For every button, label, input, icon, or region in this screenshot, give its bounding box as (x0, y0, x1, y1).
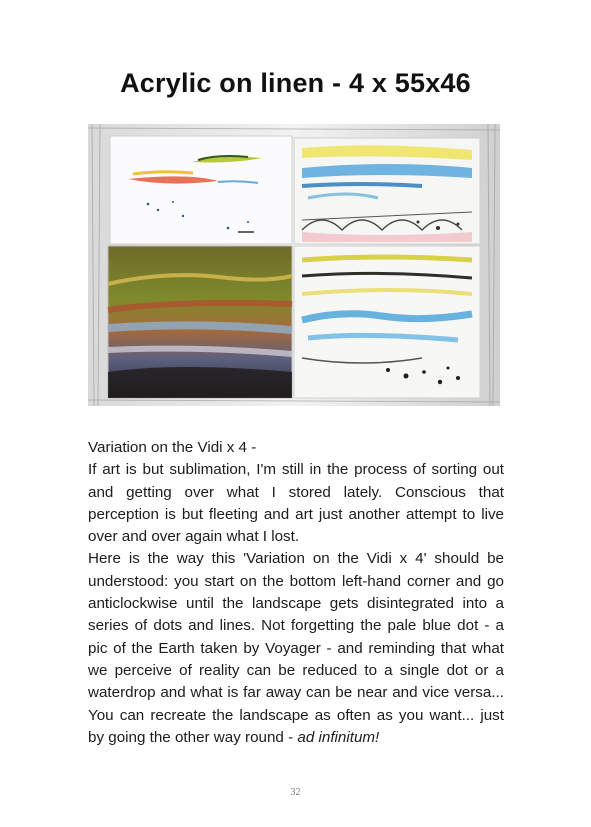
panel-bottom-left (108, 246, 292, 398)
artwork-photo (88, 124, 500, 406)
caption-line: Variation on the Vidi x 4 - (88, 439, 257, 456)
page-number: 32 (290, 787, 301, 798)
paragraph-2-text: Here is the way this 'Variation on the Vidi x 4' should be understood: you start on the bottom left-hand corner and go anticlockwise until the landscape gets disintegrated into a series of dots and lines. Not forgetting the pale blue dot - a pic of the Earth taken by Voyager - and reminding that what we perceive of reality can be reduced to a single dot or a waterdrop and what is far away can be near and vice versa... You can recreate the landscape as often as you want... just by going the other way round - (88, 550, 504, 746)
panel-bottom-right (294, 246, 480, 398)
page-title: Acrylic on linen - 4 x 55x46 (120, 68, 471, 98)
paragraph-2-italic: ad infinitum! (297, 728, 380, 746)
panel-top-right (294, 138, 480, 244)
body-text (88, 437, 504, 749)
paragraph-1: If art is but sublimation, I'm still in the process of sorting out and getting over what I stored lately. Conscious that perception is but fleeting and art just another attempt to live over and over again what I lost. (88, 461, 504, 546)
paragraph-2 (88, 548, 504, 749)
panel-top-left (110, 136, 292, 244)
